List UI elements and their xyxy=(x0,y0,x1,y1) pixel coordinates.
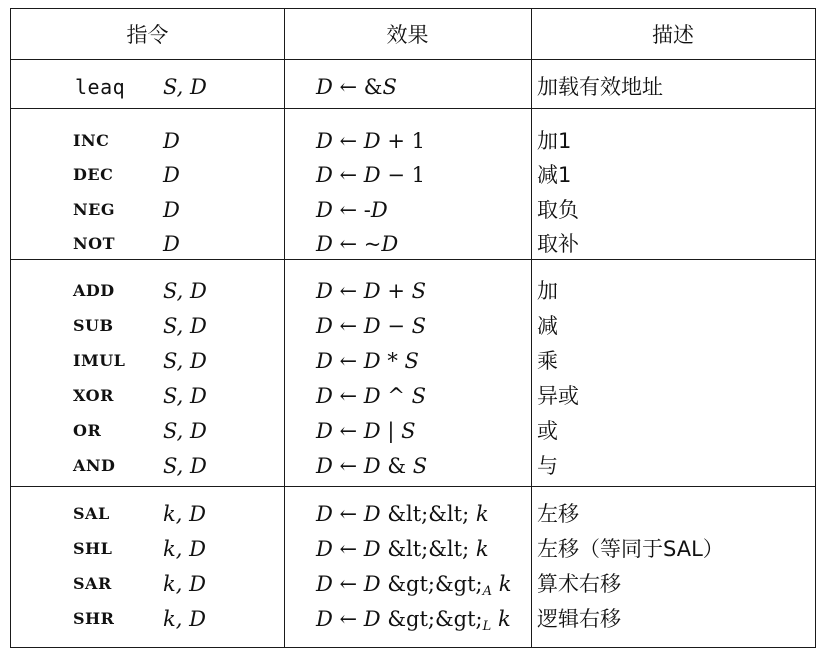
instruction-operands: S, D xyxy=(163,454,207,478)
instruction-opcode: OR xyxy=(73,421,102,440)
instruction-operands: k, D xyxy=(163,537,206,561)
table-row xyxy=(11,158,815,192)
instruction-opcode: INC xyxy=(73,131,110,150)
instruction-effect: D ← D * S xyxy=(316,349,419,373)
table-header-row xyxy=(11,18,815,52)
instruction-operands: D xyxy=(163,232,180,256)
instruction-operands: k, D xyxy=(163,572,206,596)
instruction-operands: S, D xyxy=(163,419,207,443)
table-row xyxy=(11,602,815,636)
instruction-operands: S, D xyxy=(163,384,207,408)
instruction-effect: D ← D + 1 xyxy=(316,129,425,153)
table-row xyxy=(11,70,815,104)
table-row xyxy=(11,449,815,483)
instruction-operands: S, D xyxy=(163,75,207,99)
instruction-description: 左移（等同于SAL） xyxy=(537,537,724,561)
left-arrow-icon: ← xyxy=(332,349,364,373)
instruction-description: 加 xyxy=(537,279,558,303)
instruction-effect: D ← &S xyxy=(316,75,397,99)
instruction-operands: S, D xyxy=(163,314,207,338)
left-arrow-icon: ← xyxy=(332,232,364,256)
left-arrow-icon: ← xyxy=(332,314,364,338)
instruction-description: 乘 xyxy=(537,349,558,373)
instruction-effect: D ← D $\&gt;\&gt;_L$ k xyxy=(316,607,511,634)
instruction-effect: D ← D ^ S xyxy=(316,384,426,408)
table-row xyxy=(11,124,815,158)
instruction-description: 算术右移 xyxy=(537,572,621,596)
instruction-effect: D ← D &lt;&lt; k xyxy=(316,502,489,526)
table-row xyxy=(11,379,815,413)
instruction-description: 减 xyxy=(537,314,558,338)
left-arrow-icon: ← xyxy=(332,419,364,443)
instruction-effect: D ← D + S xyxy=(316,279,426,303)
instruction-effect: D ← D | S xyxy=(316,419,416,443)
table-row xyxy=(11,532,815,566)
instruction-opcode: leaq xyxy=(75,75,126,99)
left-arrow-icon: ← xyxy=(332,279,364,303)
left-arrow-icon: ← xyxy=(332,454,364,478)
instruction-operands: D xyxy=(163,129,180,153)
table-row xyxy=(11,193,815,227)
table-row xyxy=(11,227,815,261)
table-row xyxy=(11,567,815,601)
table-row xyxy=(11,274,815,308)
instruction-operands: k, D xyxy=(163,607,206,631)
left-arrow-icon: ← xyxy=(332,163,364,187)
group-divider xyxy=(11,486,815,487)
instruction-opcode: NEG xyxy=(73,200,115,219)
instruction-description: 加载有效地址 xyxy=(537,75,663,99)
instruction-operands: D xyxy=(163,163,180,187)
instruction-opcode: XOR xyxy=(73,386,114,405)
left-arrow-icon: ← xyxy=(332,198,364,222)
instruction-description: 加1 xyxy=(537,129,572,153)
instruction-operands: k, D xyxy=(163,502,206,526)
instruction-description: 与 xyxy=(537,454,558,478)
table-row xyxy=(11,344,815,378)
instruction-description: 左移 xyxy=(537,502,579,526)
instruction-effect: D ← D − 1 xyxy=(316,163,425,187)
instruction-opcode: ADD xyxy=(73,281,115,300)
instruction-opcode: DEC xyxy=(73,165,114,184)
header-effect: 效果 xyxy=(386,23,429,47)
table-row xyxy=(11,309,815,343)
instruction-opcode: SUB xyxy=(73,316,114,335)
instruction-description: 异或 xyxy=(537,384,579,408)
instruction-operands: D xyxy=(163,198,180,222)
instruction-table xyxy=(10,8,816,648)
instruction-description: 减1 xyxy=(537,163,572,187)
instruction-opcode: SAL xyxy=(73,504,110,523)
header-instruction: 指令 xyxy=(126,23,169,47)
left-arrow-icon: ← xyxy=(332,607,364,631)
table-row xyxy=(11,497,815,531)
table-row xyxy=(11,414,815,448)
left-arrow-icon: ← xyxy=(332,384,364,408)
group-divider xyxy=(11,108,815,109)
instruction-opcode: SAR xyxy=(73,574,112,593)
instruction-opcode: IMUL xyxy=(73,351,126,370)
instruction-opcode: NOT xyxy=(73,234,115,253)
instruction-effect: D ← -D xyxy=(316,198,388,222)
instruction-effect: D ← D − S xyxy=(316,314,426,338)
instruction-description: 取补 xyxy=(537,232,579,256)
header-description: 描述 xyxy=(652,23,694,47)
instruction-opcode: SHL xyxy=(73,539,113,558)
instruction-effect: D ← D & S xyxy=(316,454,428,478)
instruction-operands: S, D xyxy=(163,349,207,373)
left-arrow-icon: ← xyxy=(332,129,364,153)
left-arrow-icon: ← xyxy=(332,537,364,561)
left-arrow-icon: ← xyxy=(332,572,364,596)
instruction-description: 逻辑右移 xyxy=(537,607,621,631)
left-arrow-icon: ← xyxy=(332,502,364,526)
instruction-operands: S, D xyxy=(163,279,207,303)
header-divider xyxy=(11,59,815,60)
left-arrow-icon: ← xyxy=(332,75,364,99)
instruction-opcode: SHR xyxy=(73,609,115,628)
instruction-effect: D ← D &lt;&lt; k xyxy=(316,537,489,561)
instruction-description: 取负 xyxy=(537,198,579,222)
instruction-opcode: AND xyxy=(73,456,116,475)
instruction-effect: D ← ~D xyxy=(316,232,399,256)
instruction-description: 或 xyxy=(537,419,558,443)
instruction-effect: D ← D $\&gt;\&gt;_A$ k xyxy=(316,572,512,599)
